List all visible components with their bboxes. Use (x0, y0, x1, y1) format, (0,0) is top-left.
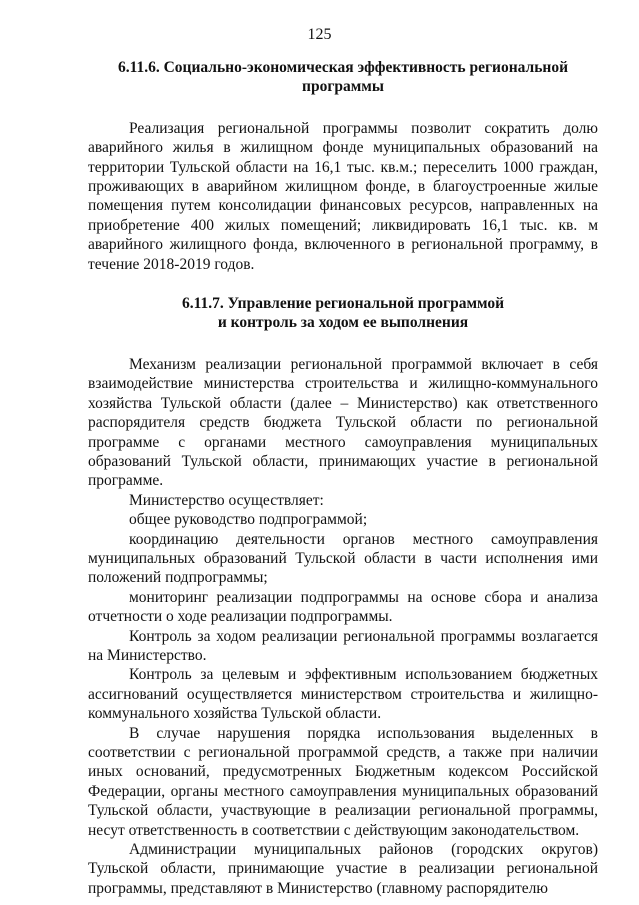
heading-line: программы (302, 78, 384, 96)
section-heading-6-11-7 (88, 294, 598, 333)
paragraph-ministry-does: Министерство осуществляет: (129, 491, 324, 509)
heading-line: 6.11.6. Социально-экономическая эффективность региональной (117, 59, 569, 76)
paragraph-responsibility: В случае нарушения порядка использования выделенных в соответствии с региональной программой средств, а также при наличии иных оснований, предусмотренных Бюджетным кодексом Российской Федерации, органы местного самоуправления муниципальных образований Тульской области, участвующие в реализации региональной программы, несут ответственность в соответствии с действующим законодательством. (88, 724, 598, 839)
heading-line: и контроль за ходом ее выполнения (217, 314, 469, 332)
paragraph-mechanism: Механизм реализации региональной программой включает в себя взаимодействие министерства строительства и жилищно-коммунального хозяйства Тульской области (далее – Министерство) как ответственного распорядителя средств бюджета Тульской области по региональной программе с органами местного самоуправления муниципальных образований Тульской области, принимающих участие в региональной программе. (88, 355, 598, 490)
page-number: 125 (307, 26, 332, 43)
heading-line: 6.11.7. Управление региональной программой (181, 295, 505, 313)
paragraph-control-assigned: Контроль за ходом реализации региональной программы возлагается на Министерство. (88, 627, 598, 664)
list-item-coordination: координацию деятельности органов местного самоуправления муниципальных образований Тульской области в части исполнения ими положений подпрограммы; (88, 530, 598, 587)
section-heading-6-11-6 (88, 58, 598, 97)
list-item-general-management: общее руководство подпрограммой; (129, 511, 368, 529)
paragraph-effectiveness: Реализация региональной программы позволит сократить долю аварийного жилья в жилищном фонде муниципальных образований на территории Тульской области на 16,1 тыс. кв.м.; переселить 1000 граждан, проживающих в аварийном жилищном фонде, в благоустроенные жилые помещения путем консолидации финансовых ресурсов, направленных на приобретение 400 жилых помещений; ликвидировать 16,1 тыс. кв. м аварийного жилищного фонда, включенного в региональной программу, в течение 2018-2019 годов. (88, 119, 598, 273)
page-content (88, 58, 598, 898)
list-item-monitoring: мониторинг реализации подпрограммы на основе сбора и анализа отчетности о ходе реализации подпрограммы. (88, 588, 598, 626)
paragraph-budget-control: Контроль за целевым и эффективным использованием бюджетных ассигнований осуществляется министерством строительства и жилищно-коммунального хозяйства Тульской области. (88, 666, 598, 723)
paragraph-administrations: Администрации муниципальных районов (городских округов) Тульской области, принимающие участие в реализации региональной программы, представляют в Министерство (главному распорядителю (88, 841, 598, 897)
